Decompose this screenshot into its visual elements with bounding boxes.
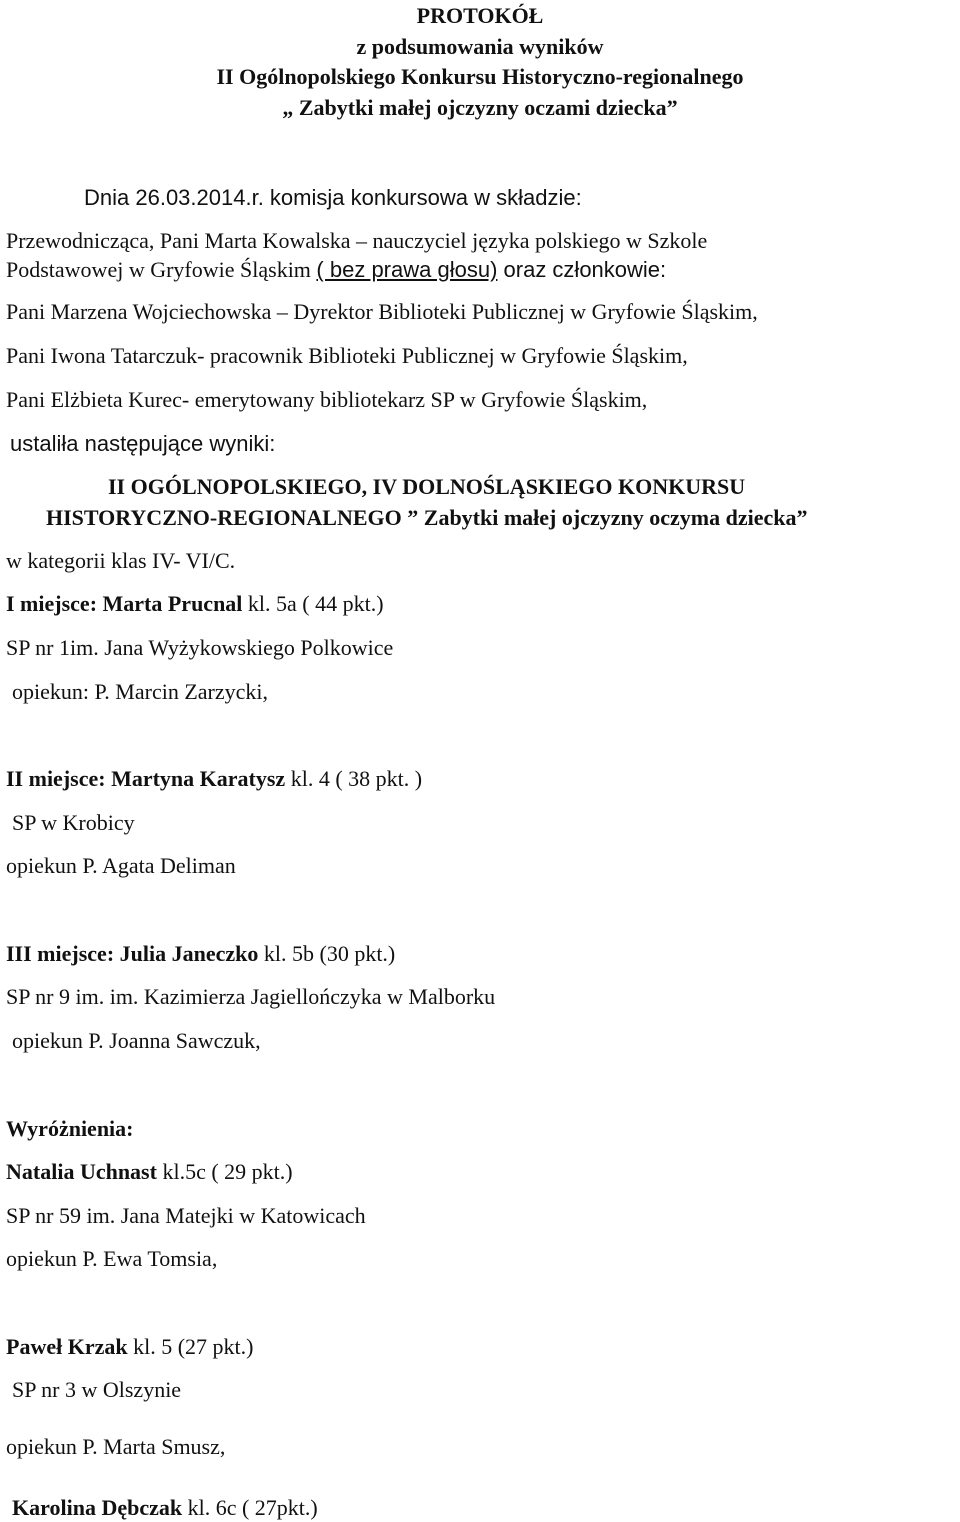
distinction-2 bbox=[6, 1334, 253, 1360]
chair-line-1: Przewodnicząca, Pani Marta Kowalska – nauczyciel języka polskiego w Szkole bbox=[6, 228, 708, 253]
chair-line-2-post: oraz członkowie: bbox=[497, 257, 667, 282]
distinction-2-name: Paweł Krzak bbox=[6, 1334, 128, 1359]
place-1-tutor: opiekun: P. Marcin Zarzycki, bbox=[12, 679, 268, 704]
distinction-3 bbox=[12, 1495, 318, 1521]
chair-line-2 bbox=[6, 257, 666, 283]
place-2-label: II miejsce bbox=[6, 766, 99, 791]
member-2: Pani Iwona Tatarczuk- pracownik Biblioteki Publicznej w Gryfowie Śląskim, bbox=[6, 343, 688, 368]
document-title: PROTOKÓŁ bbox=[416, 3, 544, 28]
place-1-school: SP nr 1im. Jana Wyżykowskiego Polkowice bbox=[6, 635, 394, 660]
place-3-details: kl. 5b (30 pkt.) bbox=[258, 941, 396, 966]
distinction-3-name: Karolina Dębczak bbox=[12, 1495, 183, 1520]
member-3: Pani Elżbieta Kurec- emerytowany bibliotekarz SP w Gryfowie Śląskim, bbox=[6, 387, 648, 412]
place-2-school: SP w Krobicy bbox=[12, 810, 135, 835]
category: w kategorii klas IV- VI/C. bbox=[6, 548, 236, 573]
distinction-2-tutor: opiekun P. Marta Smusz, bbox=[6, 1434, 226, 1459]
member-1: Pani Marzena Wojciechowska – Dyrektor Biblioteki Publicznej w Gryfowie Śląskim, bbox=[6, 299, 758, 324]
distinction-2-school: SP nr 3 w Olszynie bbox=[12, 1377, 182, 1402]
title-line-4: „ Zabytki małej ojczyzny oczami dziecka” bbox=[282, 95, 678, 120]
contest-line-2: HISTORYCZNO-REGIONALNEGO ” Zabytki małej ojczyzny oczyma dziecka” bbox=[46, 505, 808, 530]
place-1-label: I miejsce bbox=[6, 591, 90, 616]
place-3-name: Julia Janeczko bbox=[119, 941, 259, 966]
title-line-2: z podsumowania wyników bbox=[356, 34, 604, 59]
distinction-1-details: kl.5c ( 29 pkt.) bbox=[156, 1159, 293, 1184]
title-line-3: II Ogólnopolskiego Konkursu Historyczno-regionalnego bbox=[216, 64, 744, 89]
place-2: II miejsce: Martyna Karatysz kl. 4 ( 38 pkt. ) bbox=[6, 766, 423, 791]
date-line: Dnia 26.03.2014.r. komisja konkursowa w składzie: bbox=[84, 185, 582, 210]
distinction-1-school: SP nr 59 im. Jana Matejki w Katowicach bbox=[6, 1203, 366, 1228]
place-2-tutor: opiekun P. Agata Deliman bbox=[6, 853, 236, 878]
contest-line-1: II OGÓLNOPOLSKIEGO, IV DOLNOŚLĄSKIEGO KONKURSU bbox=[108, 474, 746, 499]
place-3: III miejsce: Julia Janeczko kl. 5b (30 pkt.) bbox=[6, 941, 396, 966]
place-3-tutor: opiekun P. Joanna Sawczuk, bbox=[12, 1028, 261, 1053]
place-1: I miejsce: Marta Prucnal kl. 5a ( 44 pkt.) bbox=[6, 591, 384, 616]
distinction-2-details: kl. 5 (27 pkt.) bbox=[127, 1334, 254, 1359]
results-intro: ustaliła następujące wyniki: bbox=[10, 431, 276, 456]
no-vote-note: ( bez prawa głosu) bbox=[316, 257, 498, 282]
place-2-details: kl. 4 ( 38 pkt. ) bbox=[285, 766, 423, 791]
chair-line-2-pre: Podstawowej w Gryfowie Śląskim bbox=[6, 257, 317, 282]
distinction-1 bbox=[6, 1159, 293, 1185]
place-1-details: kl. 5a ( 44 pkt.) bbox=[242, 591, 384, 616]
place-1-name: Marta Prucnal bbox=[102, 591, 243, 616]
place-2-name: Martyna Karatysz bbox=[111, 766, 286, 791]
place-3-school: SP nr 9 im. im. Kazimierza Jagiellończyka w Malborku bbox=[6, 984, 496, 1009]
place-3-label: III miejsce bbox=[6, 941, 107, 966]
distinction-1-tutor: opiekun P. Ewa Tomsia, bbox=[6, 1246, 218, 1271]
distinctions-heading: Wyróżnienia: bbox=[6, 1116, 134, 1141]
distinction-1-name: Natalia Uchnast bbox=[6, 1159, 157, 1184]
distinction-3-details: kl. 6c ( 27pkt.) bbox=[182, 1495, 318, 1520]
